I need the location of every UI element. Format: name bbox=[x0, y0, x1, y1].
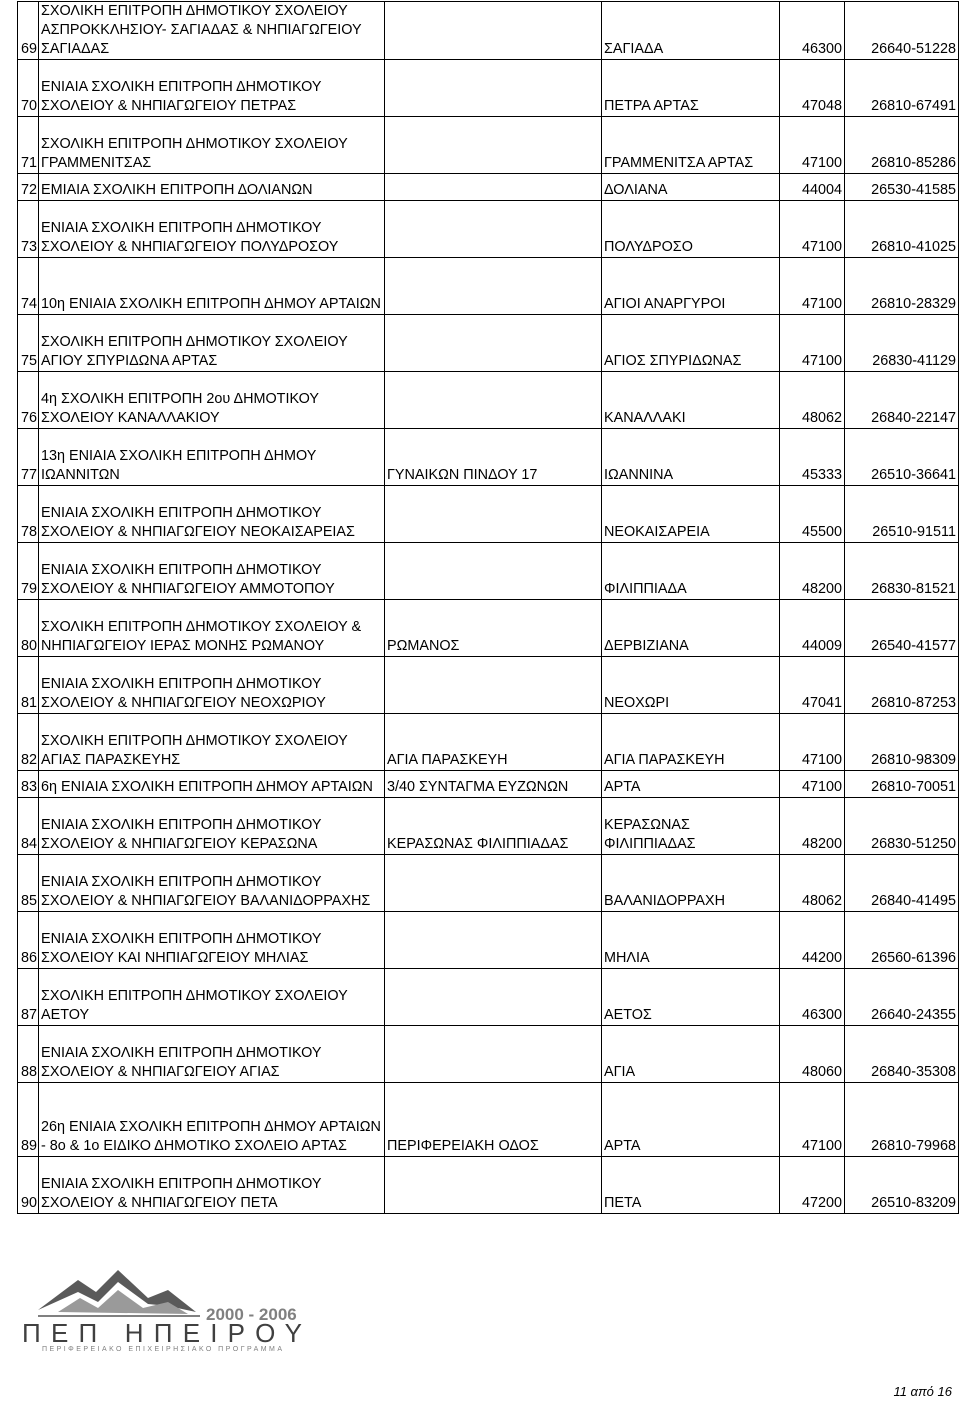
cell-town: ΑΓΙΑ bbox=[602, 1026, 780, 1083]
cell-phone: 26560-61396 bbox=[845, 912, 959, 969]
cell-address bbox=[385, 486, 602, 543]
table-row bbox=[18, 657, 959, 714]
table-row bbox=[18, 543, 959, 600]
cell-address bbox=[385, 201, 602, 258]
cell-town: ΜΗΛΙΑ bbox=[602, 912, 780, 969]
cell-town: ΑΓΙΟΣ ΣΠΥΡΙΔΩΝΑΣ bbox=[602, 315, 780, 372]
cell-town: ΠΕΤΡΑ ΑΡΤΑΣ bbox=[602, 60, 780, 117]
cell-name: ΕΝΙΑΙΑ ΣΧΟΛΙΚΗ ΕΠΙΤΡΟΠΗ ΔΗΜΟΤΙΚΟΥ ΣΧΟΛΕΙΟΥ & ΝΗΠΙΑΓΩΓΕΙΟΥ ΠΕΤΑ bbox=[39, 1157, 385, 1214]
cell-town: ΝΕΟΚΑΙΣΑΡΕΙΑ bbox=[602, 486, 780, 543]
cell-town: ΚΕΡΑΣΩΝΑΣ ΦΙΛΙΠΠΙΑΔΑΣ bbox=[602, 798, 780, 855]
cell-num: 72 bbox=[18, 174, 39, 201]
cell-num: 79 bbox=[18, 543, 39, 600]
table-row bbox=[18, 1083, 959, 1157]
cell-address bbox=[385, 855, 602, 912]
cell-name: 10η ΕΝΙΑΙΑ ΣΧΟΛΙΚΗ ΕΠΙΤΡΟΠΗ ΔΗΜΟΥ ΑΡΤΑΙΩΝ bbox=[39, 258, 385, 315]
table-row bbox=[18, 1026, 959, 1083]
cell-town: ΠΟΛΥΔΡΟΣΟ bbox=[602, 201, 780, 258]
table-row bbox=[18, 771, 959, 798]
cell-name: ΣΧΟΛΙΚΗ ΕΠΙΤΡΟΠΗ ΔΗΜΟΤΙΚΟΥ ΣΧΟΛΕΙΟΥ ΑΓΙΟΥ ΣΠΥΡΙΔΩΝΑ ΑΡΤΑΣ bbox=[39, 315, 385, 372]
cell-num: 70 bbox=[18, 60, 39, 117]
cell-address bbox=[385, 315, 602, 372]
cell-num: 90 bbox=[18, 1157, 39, 1214]
cell-tk: 47100 bbox=[780, 258, 845, 315]
cell-name: ΕΝΙΑΙΑ ΣΧΟΛΙΚΗ ΕΠΙΤΡΟΠΗ ΔΗΜΟΤΙΚΟΥ ΣΧΟΛΕΙΟΥ & ΝΗΠΙΑΓΩΓΕΙΟΥ ΑΓΙΑΣ bbox=[39, 1026, 385, 1083]
cell-tk: 47200 bbox=[780, 1157, 845, 1214]
cell-num: 77 bbox=[18, 429, 39, 486]
cell-name: 26η ΕΝΙΑΙΑ ΣΧΟΛΙΚΗ ΕΠΙΤΡΟΠΗ ΔΗΜΟΥ ΑΡΤΑΙΩΝ - 8ο & 1ο ΕΙΔΙΚΟ ΔΗΜΟΤΙΚΟ ΣΧΟΛΕΙΟ ΑΡΤΑΣ bbox=[39, 1083, 385, 1157]
table-row bbox=[18, 798, 959, 855]
cell-num: 78 bbox=[18, 486, 39, 543]
cell-address bbox=[385, 657, 602, 714]
cell-name: ΕΝΙΑΙΑ ΣΧΟΛΙΚΗ ΕΠΙΤΡΟΠΗ ΔΗΜΟΤΙΚΟΥ ΣΧΟΛΕΙΟΥ & ΝΗΠΙΑΓΩΓΕΙΟΥ ΚΕΡΑΣΩΝΑ bbox=[39, 798, 385, 855]
cell-name: ΕΝΙΑΙΑ ΣΧΟΛΙΚΗ ΕΠΙΤΡΟΠΗ ΔΗΜΟΤΙΚΟΥ ΣΧΟΛΕΙΟΥ & ΝΗΠΙΑΓΩΓΕΙΟΥ ΝΕΟΧΩΡΙΟΥ bbox=[39, 657, 385, 714]
cell-name: ΣΧΟΛΙΚΗ ΕΠΙΤΡΟΠΗ ΔΗΜΟΤΙΚΟΥ ΣΧΟΛΕΙΟΥ ΓΡΑΜΜΕΝΙΤΣΑΣ bbox=[39, 117, 385, 174]
table-row bbox=[18, 174, 959, 201]
cell-num: 76 bbox=[18, 372, 39, 429]
logo-title: ΠΕΠ ΗΠΕΙΡΟΥ bbox=[22, 1318, 302, 1348]
cell-address bbox=[385, 543, 602, 600]
table-row bbox=[18, 60, 959, 117]
page-number: 11 από 16 bbox=[893, 1384, 952, 1399]
cell-address bbox=[385, 912, 602, 969]
cell-phone: 26830-51250 bbox=[845, 798, 959, 855]
cell-num: 83 bbox=[18, 771, 39, 798]
table-row bbox=[18, 429, 959, 486]
cell-address bbox=[385, 117, 602, 174]
table-row bbox=[18, 969, 959, 1026]
cell-phone: 26810-79968 bbox=[845, 1083, 959, 1157]
cell-tk: 48062 bbox=[780, 372, 845, 429]
cell-town: ΙΩΑΝΝΙΝΑ bbox=[602, 429, 780, 486]
cell-tk: 46300 bbox=[780, 969, 845, 1026]
cell-tk: 47100 bbox=[780, 1083, 845, 1157]
cell-num: 81 bbox=[18, 657, 39, 714]
cell-town: ΚΑΝΑΛΛΑΚΙ bbox=[602, 372, 780, 429]
cell-phone: 26640-51228 bbox=[845, 2, 959, 60]
cell-town: ΝΕΟΧΩΡΙ bbox=[602, 657, 780, 714]
cell-name: ΕΝΙΑΙΑ ΣΧΟΛΙΚΗ ΕΠΙΤΡΟΠΗ ΔΗΜΟΤΙΚΟΥ ΣΧΟΛΕΙΟΥ & ΝΗΠΙΑΓΩΓΕΙΟΥ ΒΑΛΑΝΙΔΟΡΡΑΧΗΣ bbox=[39, 855, 385, 912]
cell-phone: 26510-83209 bbox=[845, 1157, 959, 1214]
cell-tk: 47100 bbox=[780, 201, 845, 258]
cell-name: ΣΧΟΛΙΚΗ ΕΠΙΤΡΟΠΗ ΔΗΜΟΤΙΚΟΥ ΣΧΟΛΕΙΟΥ & ΝΗΠΙΑΓΩΓΕΙΟΥ ΙΕΡΑΣ ΜΟΝΗΣ ΡΩΜΑΝΟΥ bbox=[39, 600, 385, 657]
cell-phone: 26810-98309 bbox=[845, 714, 959, 771]
cell-phone: 26540-41577 bbox=[845, 600, 959, 657]
cell-town: ΔΕΡΒΙΖΙΑΝΑ bbox=[602, 600, 780, 657]
table-row bbox=[18, 372, 959, 429]
table-row bbox=[18, 912, 959, 969]
cell-address bbox=[385, 258, 602, 315]
cell-tk: 46300 bbox=[780, 2, 845, 60]
cell-address bbox=[385, 969, 602, 1026]
table-row bbox=[18, 315, 959, 372]
cell-tk: 44004 bbox=[780, 174, 845, 201]
cell-name: ΕΝΙΑΙΑ ΣΧΟΛΙΚΗ ΕΠΙΤΡΟΠΗ ΔΗΜΟΤΙΚΟΥ ΣΧΟΛΕΙΟΥ & ΝΗΠΙΑΓΩΓΕΙΟΥ ΑΜΜΟΤΟΠΟΥ bbox=[39, 543, 385, 600]
cell-phone: 26810-70051 bbox=[845, 771, 959, 798]
cell-phone: 26640-24355 bbox=[845, 969, 959, 1026]
cell-address bbox=[385, 1026, 602, 1083]
cell-tk: 47048 bbox=[780, 60, 845, 117]
cell-name: ΕΝΙΑΙΑ ΣΧΟΛΙΚΗ ΕΠΙΤΡΟΠΗ ΔΗΜΟΤΙΚΟΥ ΣΧΟΛΕΙΟΥ & ΝΗΠΙΑΓΩΓΕΙΟΥ ΠΕΤΡΑΣ bbox=[39, 60, 385, 117]
cell-town: ΑΓΙΟΙ ΑΝΑΡΓΥΡΟΙ bbox=[602, 258, 780, 315]
cell-phone: 26510-91511 bbox=[845, 486, 959, 543]
cell-tk: 45500 bbox=[780, 486, 845, 543]
table-row bbox=[18, 714, 959, 771]
cell-tk: 47100 bbox=[780, 771, 845, 798]
cell-phone: 26840-22147 bbox=[845, 372, 959, 429]
schools-table bbox=[17, 1, 959, 1214]
cell-phone: 26830-81521 bbox=[845, 543, 959, 600]
cell-phone: 26840-35308 bbox=[845, 1026, 959, 1083]
cell-num: 89 bbox=[18, 1083, 39, 1157]
cell-phone: 26810-41025 bbox=[845, 201, 959, 258]
table-row bbox=[18, 600, 959, 657]
cell-num: 74 bbox=[18, 258, 39, 315]
cell-name: 6η ΕΝΙΑΙΑ ΣΧΟΛΙΚΗ ΕΠΙΤΡΟΠΗ ΔΗΜΟΥ ΑΡΤΑΙΩΝ bbox=[39, 771, 385, 798]
cell-phone: 26810-85286 bbox=[845, 117, 959, 174]
table-body bbox=[18, 2, 959, 1214]
cell-tk: 44200 bbox=[780, 912, 845, 969]
cell-town: ΣΑΓΙΑΔΑ bbox=[602, 2, 780, 60]
cell-address bbox=[385, 1157, 602, 1214]
cell-address bbox=[385, 372, 602, 429]
pep-ipeirou-logo bbox=[18, 1262, 318, 1352]
table-row bbox=[18, 855, 959, 912]
cell-phone: 26810-87253 bbox=[845, 657, 959, 714]
cell-phone: 26510-36641 bbox=[845, 429, 959, 486]
cell-town: ΑΕΤΟΣ bbox=[602, 969, 780, 1026]
cell-tk: 47041 bbox=[780, 657, 845, 714]
cell-tk: 47100 bbox=[780, 714, 845, 771]
table-row bbox=[18, 201, 959, 258]
cell-num: 80 bbox=[18, 600, 39, 657]
cell-town: ΦΙΛΙΠΠΙΑΔΑ bbox=[602, 543, 780, 600]
cell-phone: 26840-41495 bbox=[845, 855, 959, 912]
cell-num: 71 bbox=[18, 117, 39, 174]
cell-town: ΒΑΛΑΝΙΔΟΡΡΑΧΗ bbox=[602, 855, 780, 912]
cell-address: ΡΩΜΑΝΟΣ bbox=[385, 600, 602, 657]
cell-town: ΑΡΤΑ bbox=[602, 771, 780, 798]
cell-address: ΑΓΙΑ ΠΑΡΑΣΚΕΥΗ bbox=[385, 714, 602, 771]
cell-num: 88 bbox=[18, 1026, 39, 1083]
cell-name: ΕΝΙΑΙΑ ΣΧΟΛΙΚΗ ΕΠΙΤΡΟΠΗ ΔΗΜΟΤΙΚΟΥ ΣΧΟΛΕΙΟΥ & ΝΗΠΙΑΓΩΓΕΙΟΥ ΝΕΟΚΑΙΣΑΡΕΙΑΣ bbox=[39, 486, 385, 543]
table-row bbox=[18, 258, 959, 315]
cell-tk: 45333 bbox=[780, 429, 845, 486]
cell-tk: 48062 bbox=[780, 855, 845, 912]
cell-address bbox=[385, 60, 602, 117]
table-row bbox=[18, 117, 959, 174]
cell-num: 84 bbox=[18, 798, 39, 855]
cell-num: 82 bbox=[18, 714, 39, 771]
logo-years: 2000 - 2006 bbox=[206, 1305, 297, 1324]
cell-town: ΑΓΙΑ ΠΑΡΑΣΚΕΥΗ bbox=[602, 714, 780, 771]
cell-town: ΔΟΛΙΑΝΑ bbox=[602, 174, 780, 201]
table-row bbox=[18, 486, 959, 543]
cell-tk: 48060 bbox=[780, 1026, 845, 1083]
cell-phone: 26530-41585 bbox=[845, 174, 959, 201]
cell-name: 4η ΣΧΟΛΙΚΗ ΕΠΙΤΡΟΠΗ 2ου ΔΗΜΟΤΙΚΟΥ ΣΧΟΛΕΙΟΥ ΚΑΝΑΛΛΑΚΙΟΥ bbox=[39, 372, 385, 429]
cell-address: ΚΕΡΑΣΩΝΑΣ ΦΙΛΙΠΠΙΑΔΑΣ bbox=[385, 798, 602, 855]
cell-name: ΣΧΟΛΙΚΗ ΕΠΙΤΡΟΠΗ ΔΗΜΟΤΙΚΟΥ ΣΧΟΛΕΙΟΥ ΑΕΤΟΥ bbox=[39, 969, 385, 1026]
cell-town: ΠΕΤΑ bbox=[602, 1157, 780, 1214]
cell-name: ΣΧΟΛΙΚΗ ΕΠΙΤΡΟΠΗ ΔΗΜΟΤΙΚΟΥ ΣΧΟΛΕΙΟΥ ΑΓΙΑΣ ΠΑΡΑΣΚΕΥΗΣ bbox=[39, 714, 385, 771]
cell-name: 13η ΕΝΙΑΙΑ ΣΧΟΛΙΚΗ ΕΠΙΤΡΟΠΗ ΔΗΜΟΥ ΙΩΑΝΝΙΤΩΝ bbox=[39, 429, 385, 486]
cell-tk: 47100 bbox=[780, 117, 845, 174]
cell-tk: 48200 bbox=[780, 543, 845, 600]
cell-name: ΕΜΙΑΙΑ ΣΧΟΛΙΚΗ ΕΠΙΤΡΟΠΗ ΔΟΛΙΑΝΩΝ bbox=[39, 174, 385, 201]
cell-name: ΣΧΟΛΙΚΗ ΕΠΙΤΡΟΠΗ ΔΗΜΟΤΙΚΟΥ ΣΧΟΛΕΙΟΥ ΑΣΠΡΟΚΚΛΗΣΙΟΥ- ΣΑΓΙΑΔΑΣ & ΝΗΠΙΑΓΩΓΕΙΟΥ ΣΑΓΙΑΔΑΣ bbox=[39, 2, 385, 60]
cell-address bbox=[385, 174, 602, 201]
cell-address: ΠΕΡΙΦΕΡΕΙΑΚΗ ΟΔΟΣ bbox=[385, 1083, 602, 1157]
cell-tk: 47100 bbox=[780, 315, 845, 372]
cell-town: ΓΡΑΜΜΕΝΙΤΣΑ ΑΡΤΑΣ bbox=[602, 117, 780, 174]
logo-subtitle: ΠΕΡΙΦΕΡΕΙΑΚΟ ΕΠΙΧΕΙΡΗΣΙΑΚΟ ΠΡΟΓΡΑΜΜΑ bbox=[42, 1346, 282, 1352]
cell-town: ΑΡΤΑ bbox=[602, 1083, 780, 1157]
cell-phone: 26810-67491 bbox=[845, 60, 959, 117]
cell-num: 75 bbox=[18, 315, 39, 372]
cell-address: 3/40 ΣΥΝΤΑΓΜΑ ΕΥΖΩΝΩΝ bbox=[385, 771, 602, 798]
cell-num: 69 bbox=[18, 2, 39, 60]
cell-num: 85 bbox=[18, 855, 39, 912]
cell-num: 86 bbox=[18, 912, 39, 969]
cell-num: 87 bbox=[18, 969, 39, 1026]
cell-tk: 44009 bbox=[780, 600, 845, 657]
cell-phone: 26830-41129 bbox=[845, 315, 959, 372]
cell-num: 73 bbox=[18, 201, 39, 258]
table-row bbox=[18, 1157, 959, 1214]
table-row bbox=[18, 2, 959, 60]
cell-name: ΕΝΙΑΙΑ ΣΧΟΛΙΚΗ ΕΠΙΤΡΟΠΗ ΔΗΜΟΤΙΚΟΥ ΣΧΟΛΕΙΟΥ & ΝΗΠΙΑΓΩΓΕΙΟΥ ΠΟΛΥΔΡΟΣΟΥ bbox=[39, 201, 385, 258]
cell-address: ΓΥΝΑΙΚΩΝ ΠΙΝΔΟΥ 17 bbox=[385, 429, 602, 486]
cell-phone: 26810-28329 bbox=[845, 258, 959, 315]
cell-name: ΕΝΙΑΙΑ ΣΧΟΛΙΚΗ ΕΠΙΤΡΟΠΗ ΔΗΜΟΤΙΚΟΥ ΣΧΟΛΕΙΟΥ ΚΑΙ ΝΗΠΙΑΓΩΓΕΙΟΥ ΜΗΛΙΑΣ bbox=[39, 912, 385, 969]
cell-address bbox=[385, 2, 602, 60]
cell-tk: 48200 bbox=[780, 798, 845, 855]
